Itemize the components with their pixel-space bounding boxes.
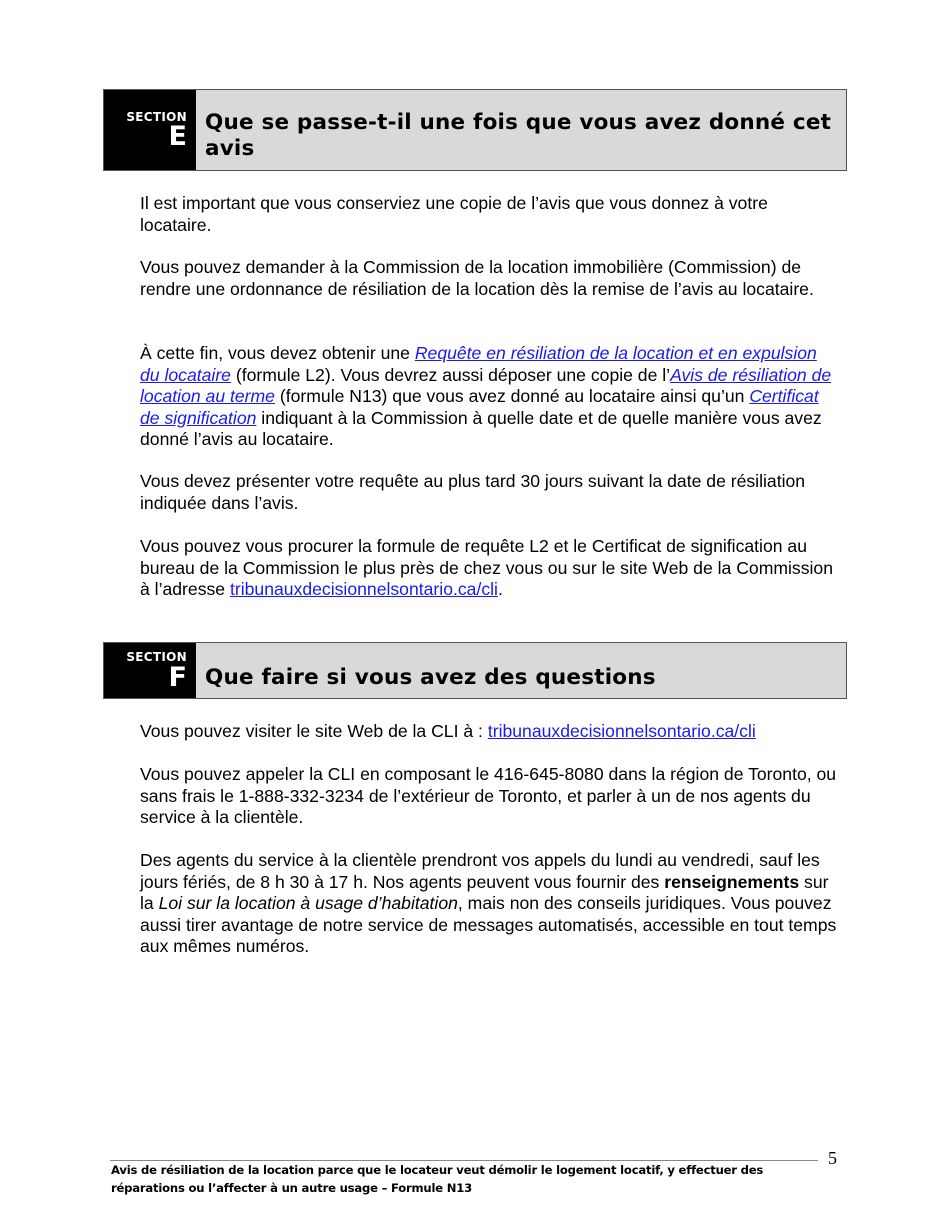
p3-text-2: (formule L2). Vous devrez aussi déposer une copie de l’ [230, 364, 671, 385]
section-e-paragraph-5 [140, 536, 840, 601]
f-p3-text-1: Des agents du service à la clientèle prendront vos appels du lundi au vendredi, sauf les jours fériés, de 8 h 30 à 17 h. Nos agents peuvent vous fournir des [140, 850, 820, 892]
section-e-paragraph-2: Vous pouvez demander à la Commission de la location immobilière (Commission) de rendre une ordonnance de résiliation de la location dès la remise de l’avis au locataire. [140, 257, 814, 299]
section-f-paragraph-3 [140, 850, 840, 958]
section-e-paragraph-3 [140, 343, 840, 451]
p5-text: Vous pouvez vous procurer la formule de requête L2 et le Certificat de signification au bureau de la Commission le plus près de chez vous ou sur le site Web de la Commission à l’adresse [140, 536, 834, 599]
f-p3-italic: Loi sur la location à usage d’habitation [158, 893, 458, 913]
link-certificat-signification[interactable]: Certificat de signification [140, 386, 819, 428]
p3-text-3: (formule N13) que vous avez donné au locataire ainsi qu’un [274, 386, 750, 406]
f-p3-bold: renseignements [664, 871, 800, 892]
section-e-paragraph-4: Vous devez présenter votre requête au plus tard 30 jours suivant la date de résiliation indiquée dans l’avis. [140, 471, 806, 513]
section-f-paragraph-2: Vous pouvez appeler la CLI en composant le 416-645-8080 dans la région de Toronto, ou sans frais le 1-888-332-3234 de l’extérieur de Toronto, et parler à un de nos agents du service à la clientèle. [140, 764, 837, 827]
p3-text-1: À cette fin, vous devez obtenir une [140, 343, 415, 363]
link-requete-l2[interactable]: Requête en résiliation de la location et en expulsion du locataire [140, 343, 817, 385]
section-e-header [103, 89, 847, 171]
f-p1-text: Vous pouvez visiter le site Web de la CLI à : [140, 721, 488, 741]
link-tribunaux-cli[interactable]: tribunauxdecisionnelsontario.ca/cli [229, 579, 498, 599]
section-e-title: Que se passe-t-il une fois que vous avez donné cet avis [205, 110, 832, 161]
page-number: 5 [828, 1148, 837, 1168]
section-f-header [103, 642, 847, 699]
f-p3-text-3: , mais non des conseils juridiques. Vous pouvez aussi tirer avantage de notre service de messages automatisés, accessible en tout temps aux mêmes numéros. [140, 893, 837, 956]
section-e-tag-letter: E [168, 121, 187, 152]
section-f-tag [104, 643, 196, 698]
section-f-tag-word: SECTION [126, 650, 187, 664]
p5-end: . [497, 579, 503, 599]
link-avis-n13[interactable]: Avis de résiliation de location au terme [140, 364, 832, 406]
section-e-paragraph-1: Il est important que vous conserviez une copie de l’avis que vous donnez à votre locataire. [140, 193, 768, 235]
f-p3-text-2: sur la [140, 871, 829, 913]
section-f-tag-letter: F [168, 662, 187, 693]
section-e-tag-word: SECTION [126, 110, 187, 124]
section-f-paragraph-1 [140, 721, 840, 743]
section-e-tag [104, 90, 196, 170]
section-f-title: Que faire si vous avez des questions [205, 665, 656, 690]
footer-form-title: Avis de résiliation de la location parce que le locateur veut démolir le logement locatif, y effectuer des réparations ou l’affecter à un autre usage – Formule N13 [111, 1163, 764, 1195]
p3-text-4: indiquant à la Commission à quelle date et de quelle manière vous avez donné l’avis au locataire. [140, 407, 822, 449]
link-cli-website[interactable]: tribunauxdecisionnelsontario.ca/cli [487, 721, 756, 741]
